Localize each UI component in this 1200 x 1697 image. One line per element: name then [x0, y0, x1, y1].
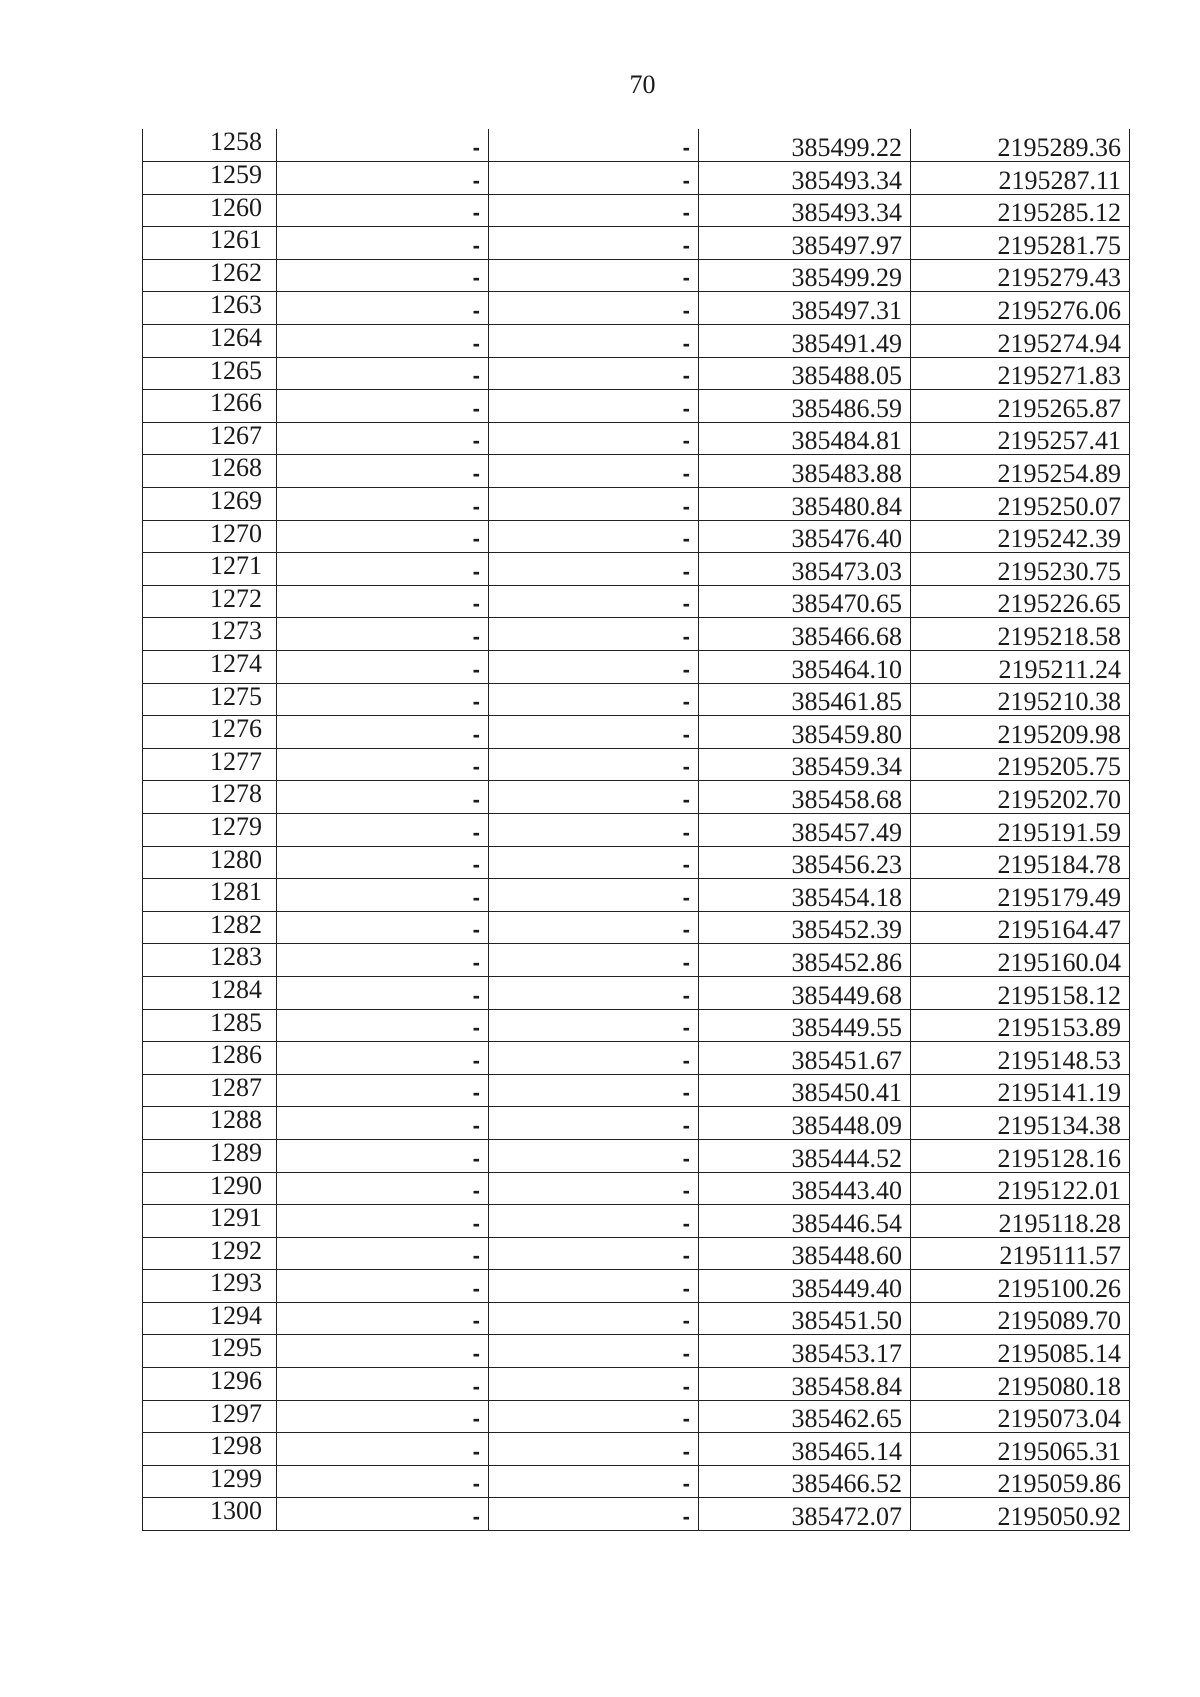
empty-value-cell: -: [489, 520, 699, 553]
x-coordinate-cell: 385466.52: [699, 1465, 911, 1498]
x-coordinate-cell: 385456.23: [699, 846, 911, 879]
empty-value-cell: -: [489, 1042, 699, 1075]
point-number-cell: 1276: [143, 716, 277, 749]
empty-value-cell: -: [489, 1498, 699, 1531]
table-row: [143, 944, 1130, 977]
table-row: [143, 194, 1130, 227]
x-coordinate-cell: 385483.88: [699, 455, 911, 488]
point-number-cell: 1282: [143, 911, 277, 944]
empty-value-cell: -: [489, 488, 699, 521]
empty-value-cell: -: [277, 129, 489, 162]
empty-value-cell: -: [277, 748, 489, 781]
x-coordinate-cell: 385465.14: [699, 1433, 911, 1466]
table-row: [143, 1400, 1130, 1433]
table-row: [143, 1205, 1130, 1238]
y-coordinate-cell: 2195205.75: [911, 748, 1130, 781]
table-body: [143, 129, 1130, 1531]
empty-value-cell: -: [489, 879, 699, 912]
x-coordinate-cell: 385484.81: [699, 422, 911, 455]
y-coordinate-cell: 2195265.87: [911, 390, 1130, 423]
point-number-cell: 1278: [143, 781, 277, 814]
x-coordinate-cell: 385493.34: [699, 162, 911, 195]
empty-value-cell: -: [489, 227, 699, 260]
x-coordinate-cell: 385497.97: [699, 227, 911, 260]
point-number-cell: 1289: [143, 1139, 277, 1172]
x-coordinate-cell: 385476.40: [699, 520, 911, 553]
empty-value-cell: -: [277, 1172, 489, 1205]
empty-value-cell: -: [489, 1205, 699, 1238]
x-coordinate-cell: 385461.85: [699, 683, 911, 716]
table-row: [143, 618, 1130, 651]
table-row: [143, 585, 1130, 618]
y-coordinate-cell: 2195242.39: [911, 520, 1130, 553]
empty-value-cell: -: [489, 1335, 699, 1368]
empty-value-cell: -: [277, 1107, 489, 1140]
x-coordinate-cell: 385454.18: [699, 879, 911, 912]
x-coordinate-cell: 385443.40: [699, 1172, 911, 1205]
empty-value-cell: -: [489, 1009, 699, 1042]
y-coordinate-cell: 2195141.19: [911, 1074, 1130, 1107]
table-row: [143, 1302, 1130, 1335]
point-number-cell: 1294: [143, 1302, 277, 1335]
table-row: [143, 1237, 1130, 1270]
empty-value-cell: -: [277, 488, 489, 521]
x-coordinate-cell: 385497.31: [699, 292, 911, 325]
empty-value-cell: -: [277, 1302, 489, 1335]
y-coordinate-cell: 2195111.57: [911, 1237, 1130, 1270]
empty-value-cell: -: [489, 1400, 699, 1433]
empty-value-cell: -: [277, 194, 489, 227]
point-number-cell: 1300: [143, 1498, 277, 1531]
y-coordinate-cell: 2195250.07: [911, 488, 1130, 521]
table-row: [143, 422, 1130, 455]
x-coordinate-cell: 385459.34: [699, 748, 911, 781]
y-coordinate-cell: 2195202.70: [911, 781, 1130, 814]
point-number-cell: 1265: [143, 357, 277, 390]
point-number-cell: 1283: [143, 944, 277, 977]
table-row: [143, 1465, 1130, 1498]
table-row: [143, 976, 1130, 1009]
empty-value-cell: -: [489, 1107, 699, 1140]
y-coordinate-cell: 2195254.89: [911, 455, 1130, 488]
x-coordinate-cell: 385464.10: [699, 651, 911, 684]
empty-value-cell: -: [277, 227, 489, 260]
table-row: [143, 455, 1130, 488]
y-coordinate-cell: 2195289.36: [911, 129, 1130, 162]
empty-value-cell: -: [277, 1205, 489, 1238]
y-coordinate-cell: 2195089.70: [911, 1302, 1130, 1335]
point-number-cell: 1264: [143, 325, 277, 358]
empty-value-cell: -: [277, 292, 489, 325]
empty-value-cell: -: [489, 585, 699, 618]
empty-value-cell: -: [277, 422, 489, 455]
table-row: [143, 1042, 1130, 1075]
y-coordinate-cell: 2195118.28: [911, 1205, 1130, 1238]
point-number-cell: 1269: [143, 488, 277, 521]
table-row: [143, 1009, 1130, 1042]
empty-value-cell: -: [277, 390, 489, 423]
empty-value-cell: -: [277, 911, 489, 944]
empty-value-cell: -: [277, 1237, 489, 1270]
empty-value-cell: -: [489, 716, 699, 749]
empty-value-cell: -: [489, 944, 699, 977]
empty-value-cell: -: [277, 1009, 489, 1042]
empty-value-cell: -: [277, 1368, 489, 1401]
empty-value-cell: -: [277, 846, 489, 879]
table-row: [143, 259, 1130, 292]
table-row: [143, 390, 1130, 423]
point-number-cell: 1290: [143, 1172, 277, 1205]
y-coordinate-cell: 2195065.31: [911, 1433, 1130, 1466]
x-coordinate-cell: 385473.03: [699, 553, 911, 586]
y-coordinate-cell: 2195274.94: [911, 325, 1130, 358]
empty-value-cell: -: [277, 813, 489, 846]
y-coordinate-cell: 2195287.11: [911, 162, 1130, 195]
x-coordinate-cell: 385488.05: [699, 357, 911, 390]
empty-value-cell: -: [277, 325, 489, 358]
x-coordinate-cell: 385470.65: [699, 585, 911, 618]
empty-value-cell: -: [277, 259, 489, 292]
x-coordinate-cell: 385448.60: [699, 1237, 911, 1270]
point-number-cell: 1288: [143, 1107, 277, 1140]
point-number-cell: 1284: [143, 976, 277, 1009]
empty-value-cell: -: [489, 683, 699, 716]
empty-value-cell: -: [489, 129, 699, 162]
y-coordinate-cell: 2195073.04: [911, 1400, 1130, 1433]
y-coordinate-cell: 2195285.12: [911, 194, 1130, 227]
point-number-cell: 1260: [143, 194, 277, 227]
point-number-cell: 1261: [143, 227, 277, 260]
x-coordinate-cell: 385449.68: [699, 976, 911, 1009]
empty-value-cell: -: [489, 455, 699, 488]
x-coordinate-cell: 385480.84: [699, 488, 911, 521]
table-row: [143, 1433, 1130, 1466]
empty-value-cell: -: [489, 1270, 699, 1303]
table-row: [143, 651, 1130, 684]
empty-value-cell: -: [489, 618, 699, 651]
y-coordinate-cell: 2195128.16: [911, 1139, 1130, 1172]
empty-value-cell: -: [277, 455, 489, 488]
y-coordinate-cell: 2195164.47: [911, 911, 1130, 944]
empty-value-cell: -: [489, 194, 699, 227]
y-coordinate-cell: 2195218.58: [911, 618, 1130, 651]
y-coordinate-cell: 2195211.24: [911, 651, 1130, 684]
x-coordinate-cell: 385449.40: [699, 1270, 911, 1303]
table-row: [143, 129, 1130, 162]
empty-value-cell: -: [489, 1433, 699, 1466]
x-coordinate-cell: 385451.67: [699, 1042, 911, 1075]
empty-value-cell: -: [489, 259, 699, 292]
point-number-cell: 1286: [143, 1042, 277, 1075]
table-row: [143, 488, 1130, 521]
y-coordinate-cell: 2195134.38: [911, 1107, 1130, 1140]
empty-value-cell: -: [489, 357, 699, 390]
point-number-cell: 1299: [143, 1465, 277, 1498]
x-coordinate-cell: 385499.22: [699, 129, 911, 162]
y-coordinate-cell: 2195276.06: [911, 292, 1130, 325]
point-number-cell: 1273: [143, 618, 277, 651]
y-coordinate-cell: 2195271.83: [911, 357, 1130, 390]
empty-value-cell: -: [489, 553, 699, 586]
x-coordinate-cell: 385458.84: [699, 1368, 911, 1401]
empty-value-cell: -: [489, 1465, 699, 1498]
y-coordinate-cell: 2195085.14: [911, 1335, 1130, 1368]
empty-value-cell: -: [489, 1302, 699, 1335]
empty-value-cell: -: [277, 1433, 489, 1466]
empty-value-cell: -: [277, 1270, 489, 1303]
y-coordinate-cell: 2195279.43: [911, 259, 1130, 292]
empty-value-cell: -: [489, 846, 699, 879]
table-row: [143, 1172, 1130, 1205]
table-row: [143, 1498, 1130, 1531]
y-coordinate-cell: 2195257.41: [911, 422, 1130, 455]
empty-value-cell: -: [489, 1074, 699, 1107]
table-row: [143, 781, 1130, 814]
table-row: [143, 292, 1130, 325]
empty-value-cell: -: [489, 1172, 699, 1205]
x-coordinate-cell: 385457.49: [699, 813, 911, 846]
empty-value-cell: -: [277, 944, 489, 977]
x-coordinate-cell: 385452.39: [699, 911, 911, 944]
point-number-cell: 1293: [143, 1270, 277, 1303]
empty-value-cell: -: [277, 781, 489, 814]
x-coordinate-cell: 385451.50: [699, 1302, 911, 1335]
point-number-cell: 1281: [143, 879, 277, 912]
y-coordinate-cell: 2195179.49: [911, 879, 1130, 912]
point-number-cell: 1295: [143, 1335, 277, 1368]
y-coordinate-cell: 2195122.01: [911, 1172, 1130, 1205]
empty-value-cell: -: [489, 422, 699, 455]
point-number-cell: 1259: [143, 162, 277, 195]
empty-value-cell: -: [277, 1139, 489, 1172]
empty-value-cell: -: [277, 162, 489, 195]
point-number-cell: 1296: [143, 1368, 277, 1401]
empty-value-cell: -: [277, 716, 489, 749]
empty-value-cell: -: [277, 1498, 489, 1531]
y-coordinate-cell: 2195226.65: [911, 585, 1130, 618]
point-number-cell: 1298: [143, 1433, 277, 1466]
y-coordinate-cell: 2195191.59: [911, 813, 1130, 846]
empty-value-cell: -: [277, 618, 489, 651]
table-row: [143, 1074, 1130, 1107]
table-row: [143, 1270, 1130, 1303]
point-number-cell: 1292: [143, 1237, 277, 1270]
empty-value-cell: -: [489, 781, 699, 814]
point-number-cell: 1267: [143, 422, 277, 455]
point-number-cell: 1280: [143, 846, 277, 879]
empty-value-cell: -: [277, 357, 489, 390]
y-coordinate-cell: 2195050.92: [911, 1498, 1130, 1531]
empty-value-cell: -: [489, 651, 699, 684]
table-row: [143, 716, 1130, 749]
empty-value-cell: -: [489, 1368, 699, 1401]
y-coordinate-cell: 2195160.04: [911, 944, 1130, 977]
empty-value-cell: -: [489, 748, 699, 781]
table-row: [143, 813, 1130, 846]
point-number-cell: 1272: [143, 585, 277, 618]
empty-value-cell: -: [489, 1139, 699, 1172]
empty-value-cell: -: [277, 976, 489, 1009]
x-coordinate-cell: 385449.55: [699, 1009, 911, 1042]
x-coordinate-cell: 385446.54: [699, 1205, 911, 1238]
table-row: [143, 1335, 1130, 1368]
table-row: [143, 911, 1130, 944]
empty-value-cell: -: [489, 1237, 699, 1270]
table-row: [143, 683, 1130, 716]
empty-value-cell: -: [277, 879, 489, 912]
table-row: [143, 325, 1130, 358]
empty-value-cell: -: [277, 585, 489, 618]
y-coordinate-cell: 2195184.78: [911, 846, 1130, 879]
empty-value-cell: -: [489, 325, 699, 358]
y-coordinate-cell: 2195210.38: [911, 683, 1130, 716]
table-row: [143, 748, 1130, 781]
x-coordinate-cell: 385486.59: [699, 390, 911, 423]
coordinates-table: [142, 129, 1130, 1531]
table-row: [143, 846, 1130, 879]
empty-value-cell: -: [489, 813, 699, 846]
point-number-cell: 1268: [143, 455, 277, 488]
point-number-cell: 1277: [143, 748, 277, 781]
table-row: [143, 553, 1130, 586]
point-number-cell: 1263: [143, 292, 277, 325]
empty-value-cell: -: [277, 651, 489, 684]
y-coordinate-cell: 2195148.53: [911, 1042, 1130, 1075]
x-coordinate-cell: 385472.07: [699, 1498, 911, 1531]
table-row: [143, 1368, 1130, 1401]
x-coordinate-cell: 385453.17: [699, 1335, 911, 1368]
table-row: [143, 162, 1130, 195]
point-number-cell: 1262: [143, 259, 277, 292]
table-row: [143, 227, 1130, 260]
empty-value-cell: -: [489, 390, 699, 423]
empty-value-cell: -: [489, 976, 699, 1009]
y-coordinate-cell: 2195209.98: [911, 716, 1130, 749]
y-coordinate-cell: 2195281.75: [911, 227, 1130, 260]
y-coordinate-cell: 2195158.12: [911, 976, 1130, 1009]
x-coordinate-cell: 385459.80: [699, 716, 911, 749]
empty-value-cell: -: [489, 292, 699, 325]
point-number-cell: 1291: [143, 1205, 277, 1238]
empty-value-cell: -: [489, 911, 699, 944]
y-coordinate-cell: 2195153.89: [911, 1009, 1130, 1042]
point-number-cell: 1279: [143, 813, 277, 846]
empty-value-cell: -: [277, 1335, 489, 1368]
table-row: [143, 357, 1130, 390]
x-coordinate-cell: 385499.29: [699, 259, 911, 292]
x-coordinate-cell: 385493.34: [699, 194, 911, 227]
empty-value-cell: -: [277, 553, 489, 586]
point-number-cell: 1275: [143, 683, 277, 716]
point-number-cell: 1285: [143, 1009, 277, 1042]
empty-value-cell: -: [489, 162, 699, 195]
y-coordinate-cell: 2195080.18: [911, 1368, 1130, 1401]
x-coordinate-cell: 385466.68: [699, 618, 911, 651]
x-coordinate-cell: 385452.86: [699, 944, 911, 977]
y-coordinate-cell: 2195059.86: [911, 1465, 1130, 1498]
x-coordinate-cell: 385444.52: [699, 1139, 911, 1172]
x-coordinate-cell: 385450.41: [699, 1074, 911, 1107]
point-number-cell: 1297: [143, 1400, 277, 1433]
point-number-cell: 1270: [143, 520, 277, 553]
point-number-cell: 1274: [143, 651, 277, 684]
empty-value-cell: -: [277, 520, 489, 553]
table-row: [143, 879, 1130, 912]
empty-value-cell: -: [277, 1042, 489, 1075]
table-row: [143, 1107, 1130, 1140]
empty-value-cell: -: [277, 1400, 489, 1433]
x-coordinate-cell: 385462.65: [699, 1400, 911, 1433]
x-coordinate-cell: 385458.68: [699, 781, 911, 814]
x-coordinate-cell: 385448.09: [699, 1107, 911, 1140]
table-row: [143, 520, 1130, 553]
table-row: [143, 1139, 1130, 1172]
point-number-cell: 1258: [143, 129, 277, 162]
point-number-cell: 1266: [143, 390, 277, 423]
empty-value-cell: -: [277, 1465, 489, 1498]
y-coordinate-cell: 2195230.75: [911, 553, 1130, 586]
point-number-cell: 1271: [143, 553, 277, 586]
empty-value-cell: -: [277, 1074, 489, 1107]
point-number-cell: 1287: [143, 1074, 277, 1107]
empty-value-cell: -: [277, 683, 489, 716]
page-number: 70: [629, 70, 656, 99]
y-coordinate-cell: 2195100.26: [911, 1270, 1130, 1303]
x-coordinate-cell: 385491.49: [699, 325, 911, 358]
